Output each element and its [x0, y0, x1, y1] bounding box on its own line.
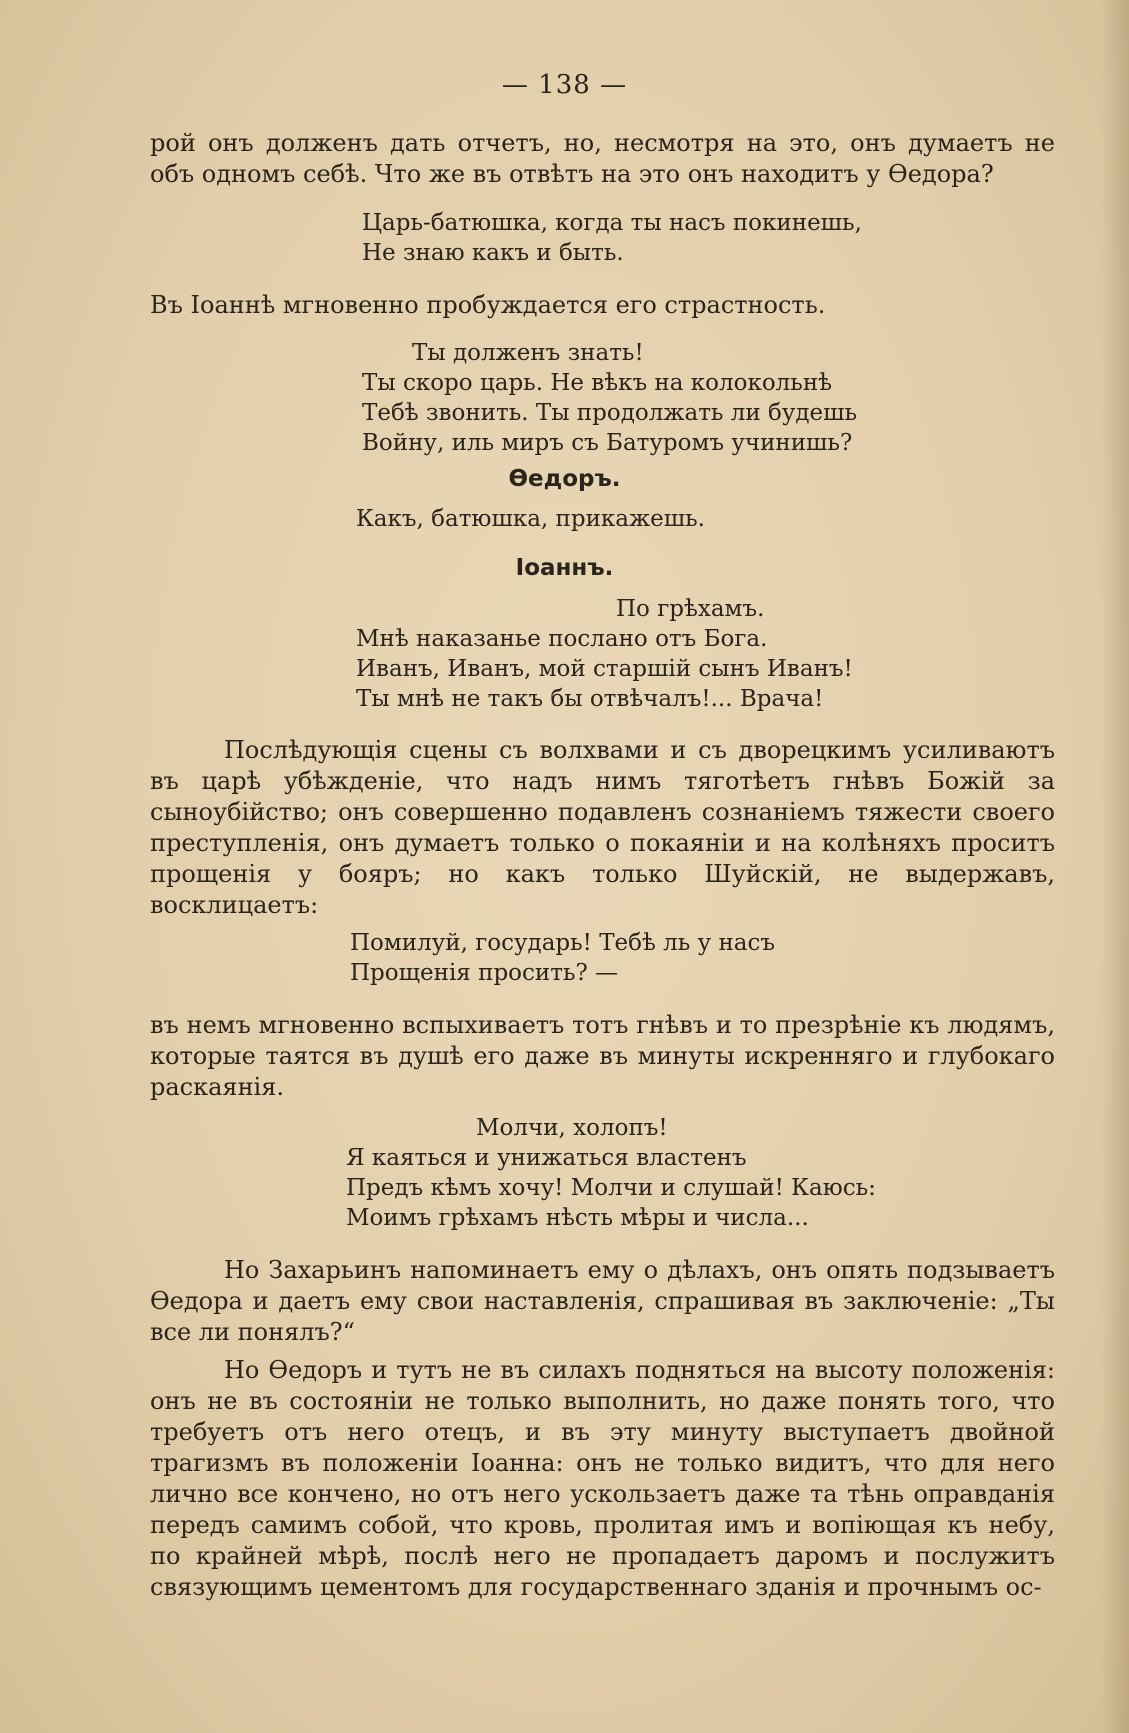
- verse-line: Молчи, холопъ!: [476, 1115, 668, 1141]
- page-edge-shadow: [1101, 0, 1129, 1733]
- verse-line: Ты скоро царь. Не вѣкъ на колокольнѣ: [362, 370, 833, 396]
- paragraph-2: Въ Іоаннѣ мгновенно пробуждается его страстность.: [150, 291, 826, 319]
- verse-line: Тебѣ звонить. Ты продолжать ли будешь: [362, 400, 858, 426]
- paragraph-1: рой онъ долженъ дать отчетъ, но, несмотря на это, онъ думаетъ не объ одномъ себѣ. Что же въ отвѣтъ на это онъ находитъ у Ѳедора?: [150, 129, 1055, 188]
- verse-2: [362, 338, 857, 458]
- paragraph-3: Послѣдующія сцены съ волхвами и съ дворецкимъ усиливаютъ въ царѣ убѣжденіе, что надъ нимъ тяготѣетъ гнѣвъ Божій за сыноубійство; онъ совершенно подавленъ сознаніемъ тяжести своего преступленія, онъ думаетъ только о покаяніи и на колѣняхъ проситъ прощенія у бояръ; но какъ только Шуйскій, не выдержавъ, восклицаетъ:: [150, 736, 1055, 919]
- verse-line: Царь-батюшка, когда ты насъ покинешь,: [362, 210, 862, 236]
- verse-line: Мнѣ наказанье послано отъ Бога.: [356, 626, 768, 652]
- verse-line: Войну, иль миръ съ Батуромъ учинишь?: [362, 430, 853, 456]
- verse-line: Я каяться и унижаться властенъ: [346, 1145, 747, 1171]
- verse-line: Помилуй, государь! Тебѣ ль у насъ: [350, 930, 776, 956]
- verse-6: [346, 1113, 876, 1233]
- paragraph-6: Но Ѳедоръ и тутъ не въ силахъ подняться на высоту положенія: онъ не въ состояніи не только выполнить, но даже понять того, что требуетъ отъ него отецъ, и въ эту минуту выступаетъ двойной трагизмъ въ положеніи Іоанна: онъ не только видитъ, что для него лично все кончено, но отъ него ускользаетъ даже та тѣнь оправданія передъ самимъ собой, что кровь, пролитая имъ и вопіющая къ небу, по крайней мѣрѣ, послѣ него не пропадаетъ даромъ и послужитъ связующимъ цементомъ для государственнаго зданія и прочнымъ ос-: [150, 1356, 1055, 1601]
- verse-4: [356, 594, 853, 714]
- verse-line: Не знаю какъ и быть.: [362, 240, 624, 266]
- verse-line: Предъ кѣмъ хочу! Молчи и слушай! Каюсь:: [346, 1175, 876, 1201]
- verse-line: Какъ, батюшка, прикажешь.: [356, 506, 705, 532]
- speaker-name: Ѳедоръ.: [508, 466, 621, 492]
- page-number: — 138 —: [501, 70, 628, 100]
- verse-3: [356, 504, 705, 534]
- verse-1: [362, 208, 862, 268]
- verse-line: По грѣхамъ.: [616, 596, 765, 622]
- verse-line: Моимъ грѣхамъ нѣсть мѣры и числа...: [346, 1205, 809, 1231]
- paragraph-4: въ немъ мгновенно вспыхиваетъ тотъ гнѣвъ и то презрѣніе къ людямъ, которые таятся въ душѣ его даже въ минуты искренняго и глубокаго раскаянія.: [150, 1011, 1055, 1101]
- paragraph-5: Но Захарьинъ напоминаетъ ему о дѣлахъ, онъ опять подзываетъ Ѳедора и даетъ ему свои наставленія, спрашивая въ заключеніе: „Ты все ли понялъ?“: [150, 1256, 1055, 1346]
- speaker-name: Іоаннъ.: [515, 555, 614, 581]
- verse-5: [350, 928, 775, 988]
- verse-line: Ты мнѣ не такъ бы отвѣчалъ!... Врача!: [356, 686, 824, 712]
- verse-line: Ты долженъ знать!: [412, 340, 644, 366]
- verse-line: Иванъ, Иванъ, мой старшій сынъ Иванъ!: [356, 656, 853, 682]
- verse-line: Прощенія просить? —: [350, 960, 619, 986]
